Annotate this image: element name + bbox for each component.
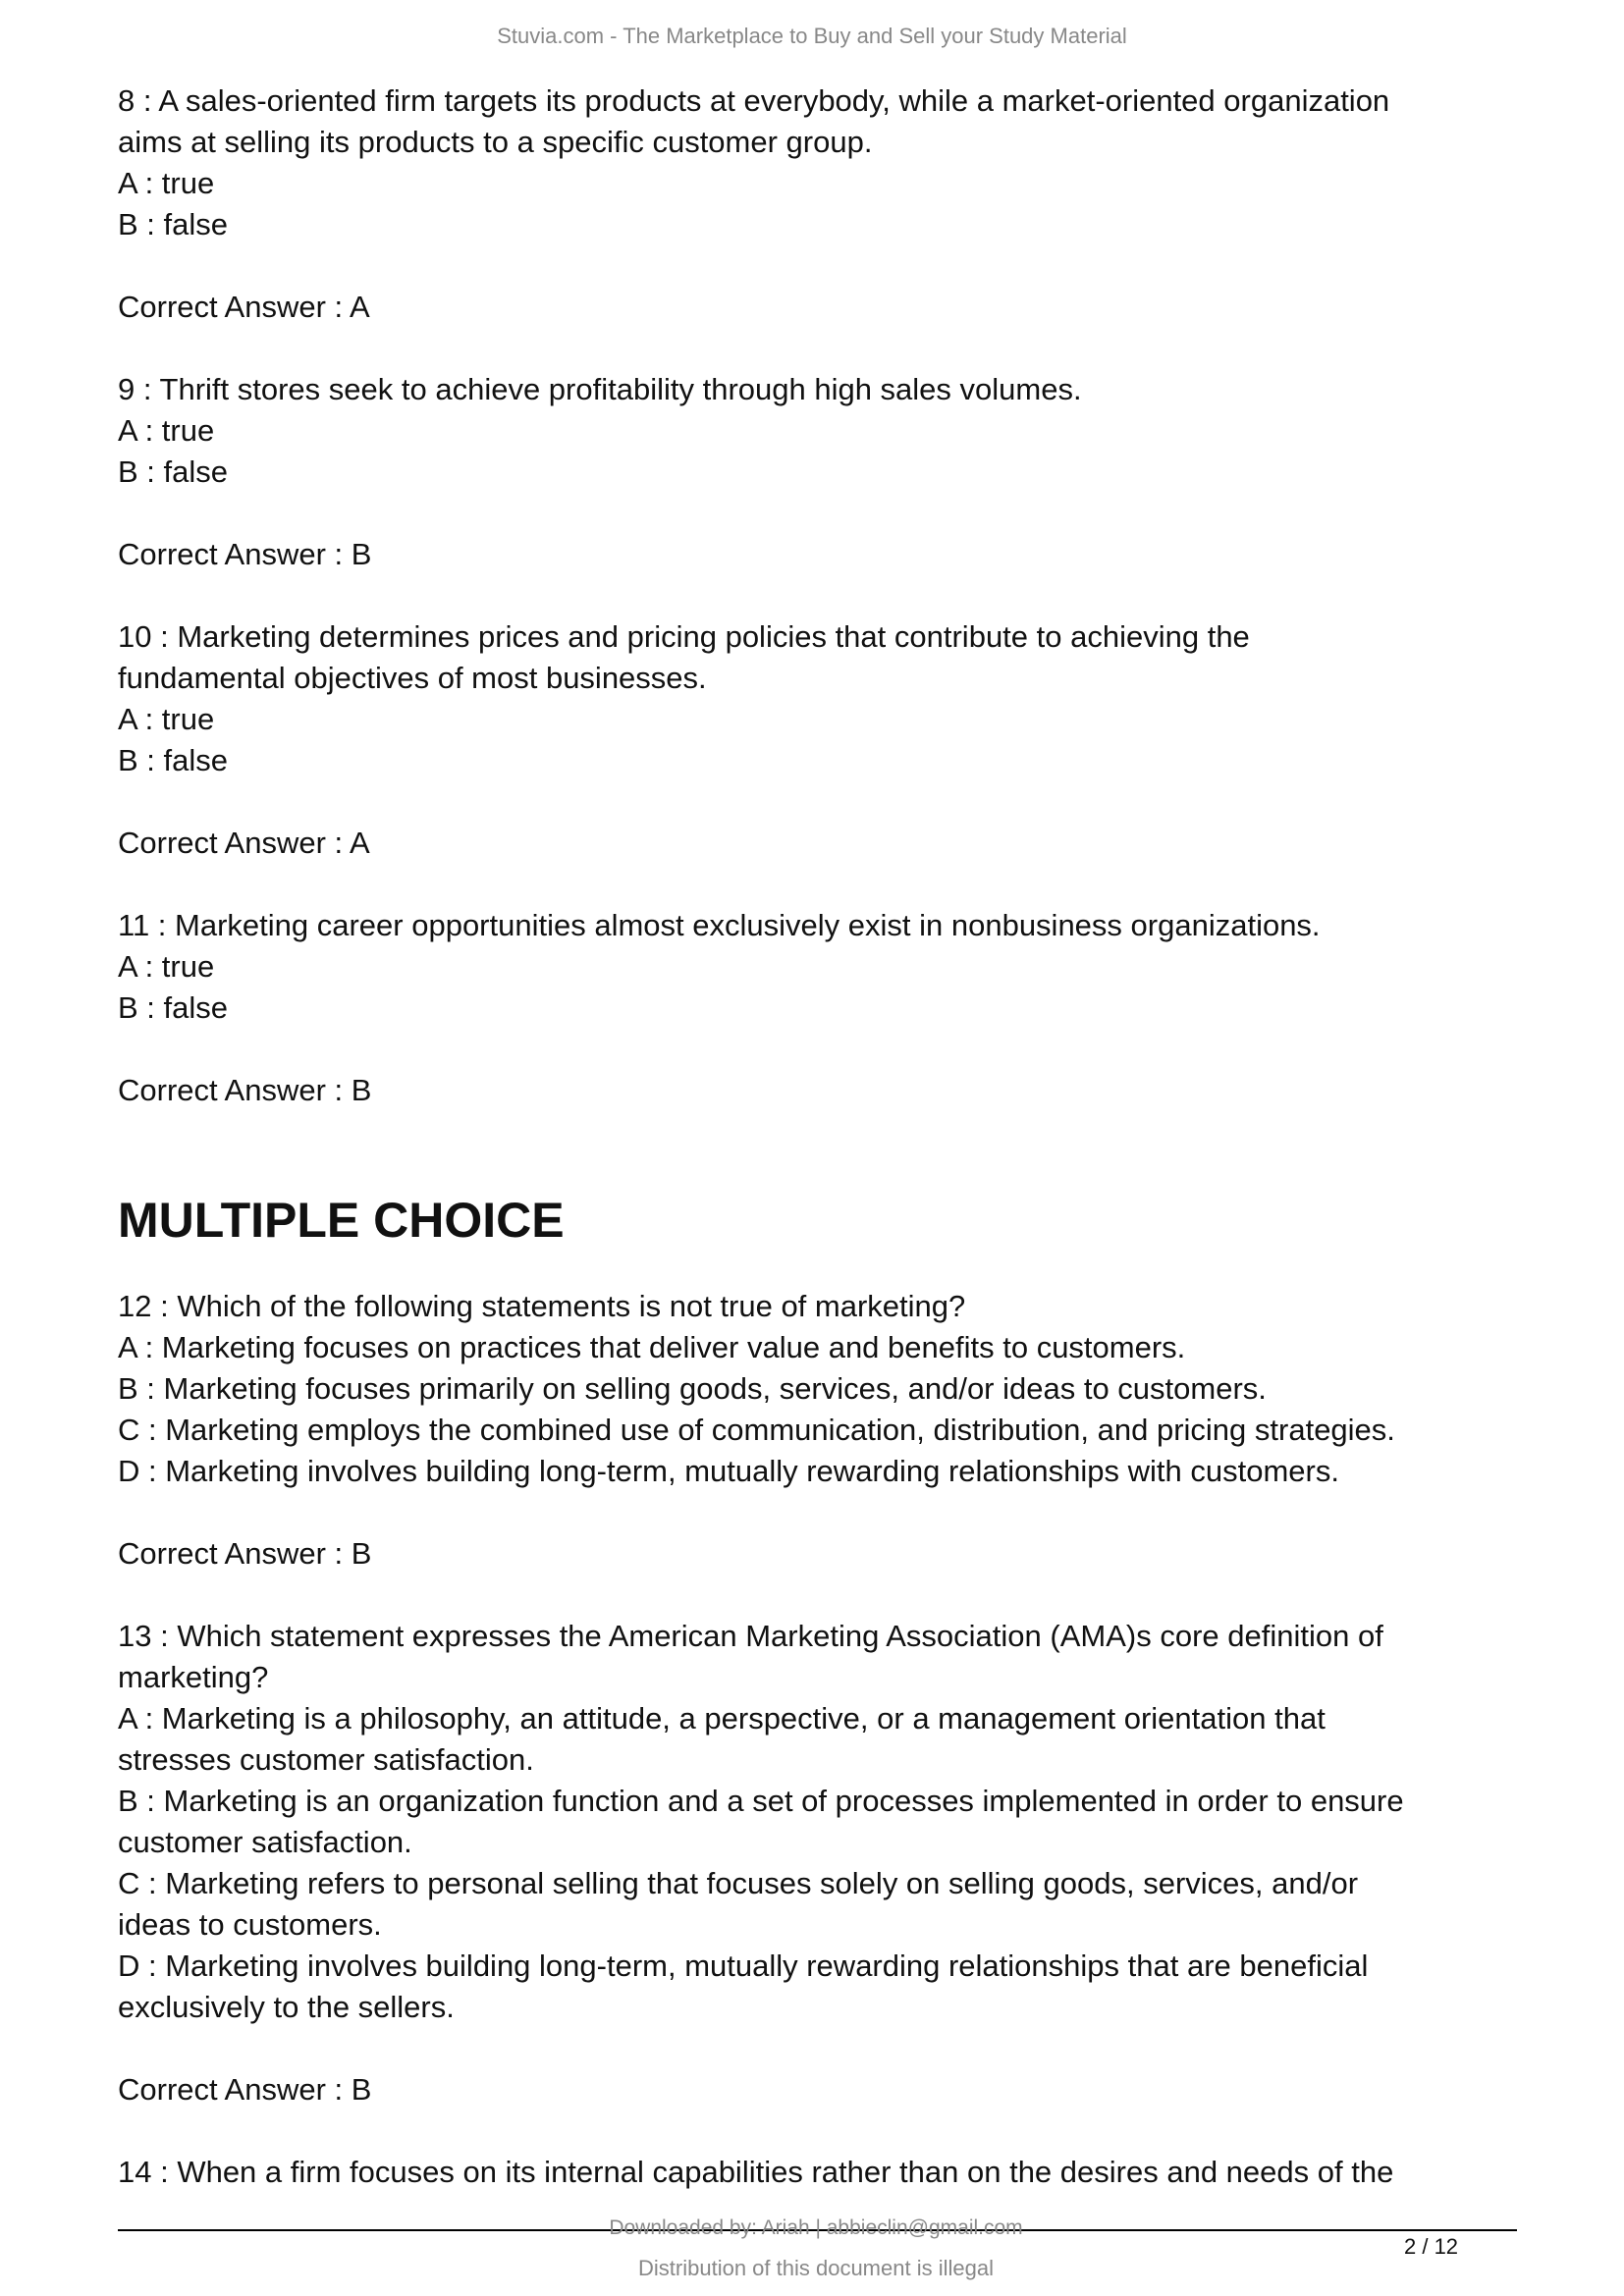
answer-option: A : true (118, 949, 215, 984)
blank-line (118, 328, 1532, 369)
blank-line (118, 781, 1532, 823)
question-line: A : Marketing focuses on practices that deliver value and benefits to customers. (118, 1330, 1186, 1364)
blank-line (118, 2110, 1532, 2152)
section-heading: MULTIPLE CHOICE (118, 1193, 565, 1248)
blank-line (118, 864, 1532, 905)
question-text: 14 : When a firm focuses on its internal capabilities rather than on the desires and needs of the (118, 2155, 1394, 2189)
correct-answer: Correct Answer : B (118, 537, 372, 571)
answer-option: B : false (118, 454, 228, 489)
question-text: aims at selling its products to a specific customer group. (118, 125, 873, 159)
question-line: A : Marketing is a philosophy, an attitude, a perspective, or a management orientation that (118, 1701, 1326, 1735)
question-text: 12 : Which of the following statements is not true of marketing? (118, 1289, 966, 1323)
page-number: 2 / 12 (1404, 2234, 1459, 2259)
question-line: ideas to customers. (118, 1907, 382, 1942)
answer-option: B : false (118, 207, 228, 241)
question-line: marketing? (118, 1660, 269, 1694)
question-line: D : Marketing involves building long-term, mutually rewarding relationships that are beneficial (118, 1949, 1369, 1983)
page-header: Stuvia.com - The Marketplace to Buy and Sell your Study Material (497, 24, 1127, 48)
question-text: 11 : Marketing career opportunities almost exclusively exist in nonbusiness organizations. (118, 908, 1321, 942)
question-text: 10 : Marketing determines prices and pricing policies that contribute to achieving the (118, 619, 1250, 654)
correct-answer: Correct Answer : B (118, 2072, 372, 2107)
question-line: C : Marketing refers to personal selling that focuses solely on selling goods, services, and/or (118, 1866, 1359, 1900)
correct-answer: Correct Answer : A (118, 826, 370, 860)
correct-answer: Correct Answer : A (118, 290, 370, 324)
answer-option: A : true (118, 166, 215, 200)
blank-line (118, 575, 1532, 616)
correct-answer: Correct Answer : B (118, 1536, 372, 1571)
question-line: stresses customer satisfaction. (118, 1742, 534, 1777)
question-line: D : Marketing involves building long-term, mutually rewarding relationships with customers. (118, 1454, 1339, 1488)
question-text: 8 : A sales-oriented firm targets its products at everybody, while a market-oriented organization (118, 83, 1390, 118)
question-line: customer satisfaction. (118, 1825, 412, 1859)
answer-option: A : true (118, 413, 215, 448)
blank-line (118, 2028, 1532, 2069)
question-line: B : Marketing focuses primarily on selling goods, services, and/or ideas to customers. (118, 1371, 1267, 1406)
answer-option: B : false (118, 743, 228, 777)
blank-line (118, 1029, 1532, 1070)
blank-line (118, 1492, 1532, 1533)
question-line: B : Marketing is an organization function and a set of processes implemented in order to ensure (118, 1784, 1404, 1818)
blank-line (118, 1575, 1532, 1616)
question-text: 13 : Which statement expresses the American Marketing Association (AMA)s core definition of (118, 1619, 1383, 1653)
downloaded-by: Downloaded by: Ariah | abbieclin@gmail.com (609, 2216, 1023, 2239)
document-body (118, 80, 1532, 2193)
distribution-notice: Distribution of this document is illegal (638, 2256, 994, 2280)
blank-line (118, 245, 1532, 287)
question-text: fundamental objectives of most businesses. (118, 661, 707, 695)
correct-answer: Correct Answer : B (118, 1073, 372, 1107)
question-line: C : Marketing employs the combined use of communication, distribution, and pricing strategies. (118, 1413, 1395, 1447)
question-line: exclusively to the sellers. (118, 1990, 455, 2024)
blank-line (118, 493, 1532, 534)
question-text: 9 : Thrift stores seek to achieve profitability through high sales volumes. (118, 372, 1082, 406)
answer-option: B : false (118, 990, 228, 1025)
answer-option: A : true (118, 702, 215, 736)
